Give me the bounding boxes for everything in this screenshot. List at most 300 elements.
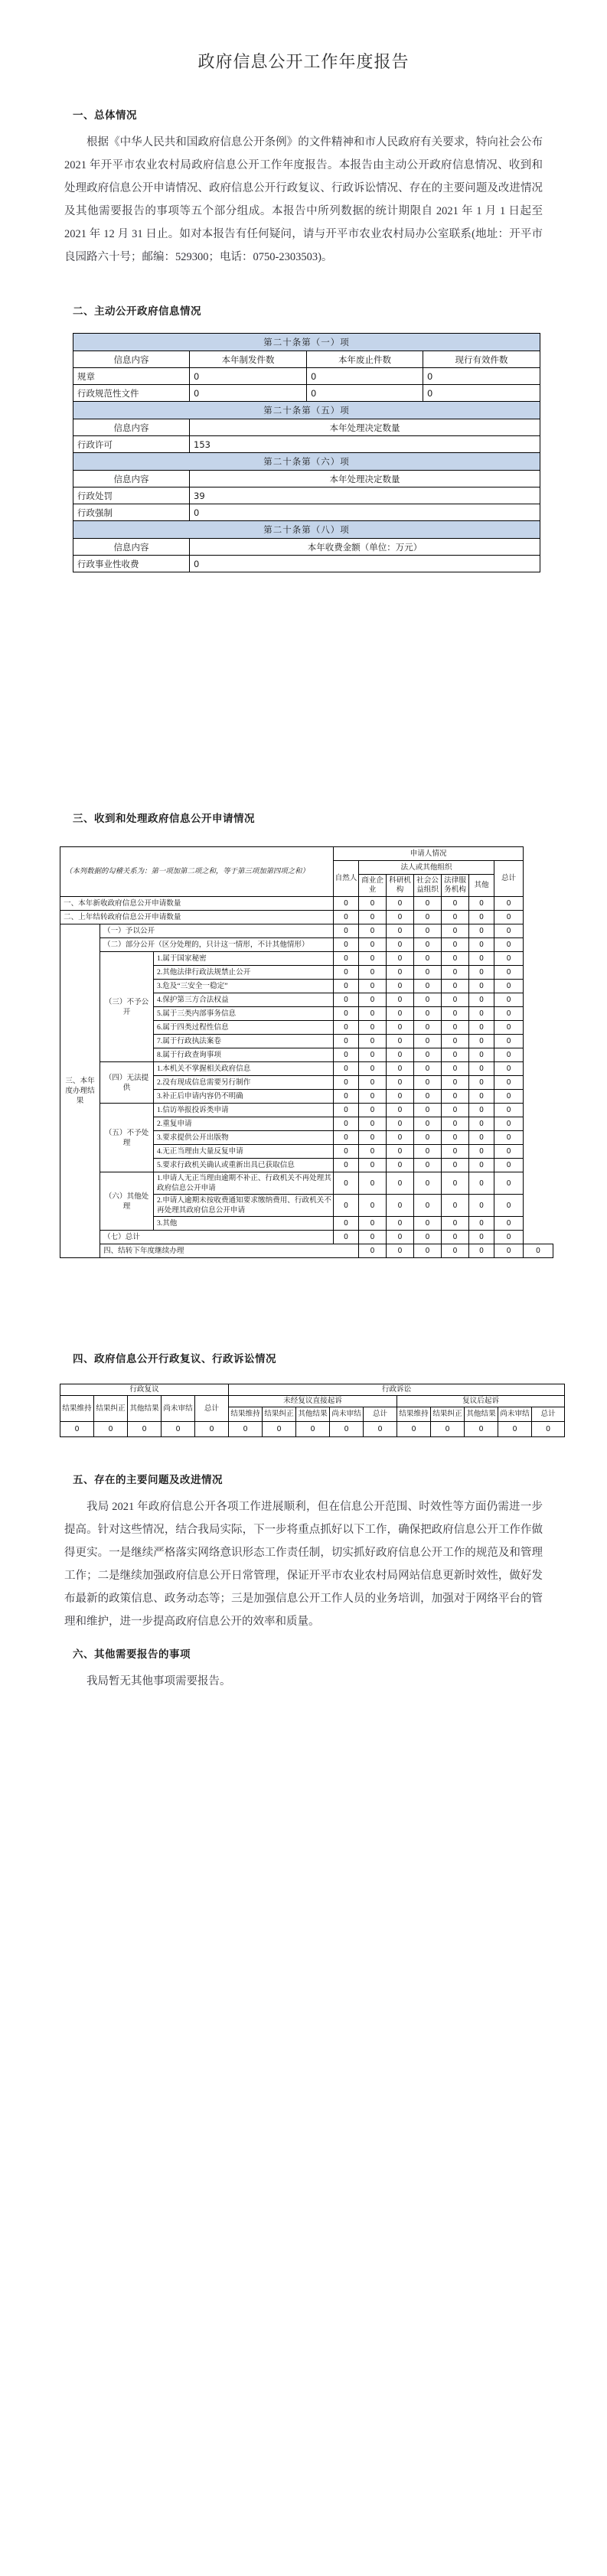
spacer	[0, 1486, 607, 1495]
row-group-unable-provide: （四）无法提供	[100, 1062, 154, 1104]
row-label: 行政强制	[73, 504, 190, 521]
cell-value: 0	[414, 897, 442, 911]
cell-value: 39	[190, 487, 540, 504]
cell-value: 0	[442, 1195, 469, 1217]
row-label: 2.其他法律行政法规禁止公开	[154, 966, 334, 980]
cell-value: 0	[469, 897, 494, 911]
cell-value: 0	[442, 924, 469, 938]
cell-value: 0	[359, 1195, 387, 1217]
cell-value: 0	[532, 1422, 565, 1437]
cell-value: 0	[469, 924, 494, 938]
cell-value: 0	[307, 368, 423, 385]
cell-value: 0	[442, 1145, 469, 1159]
cell-value: 0	[387, 966, 414, 980]
cell-value: 0	[334, 1076, 359, 1090]
cell-value: 0	[60, 1422, 94, 1437]
cell-value: 0	[469, 1035, 494, 1048]
cell-value: 0	[387, 1231, 414, 1244]
spacer	[0, 73, 607, 106]
header-business: 商业企业	[359, 875, 387, 897]
header-total: 总计	[532, 1407, 565, 1422]
table-row	[73, 556, 540, 572]
header-upheld: 结果维持	[60, 1396, 94, 1422]
page-title: 政府信息公开工作年度报告	[197, 52, 410, 71]
table-row	[73, 385, 540, 402]
row-label: 7.属于行政执法案卷	[154, 1035, 334, 1048]
cell-value: 0	[494, 1090, 524, 1104]
spacer	[0, 122, 607, 131]
cell-value: 0	[494, 1195, 524, 1217]
header-other-result: 其他结果	[128, 1396, 162, 1422]
spacer	[0, 1258, 607, 1350]
cell-value: 0	[128, 1422, 162, 1437]
cell-value: 0	[469, 1172, 494, 1195]
cell-value: 0	[334, 1159, 359, 1172]
table-row	[73, 351, 540, 368]
cell-value: 0	[469, 1131, 494, 1145]
cell-value: 0	[442, 1172, 469, 1195]
section-heading-proactive: 二、主动公开政府信息情况	[73, 305, 201, 318]
cell-value: 0	[469, 911, 494, 924]
cell-value: 0	[494, 993, 524, 1007]
review-litigation-table-wrap	[0, 1384, 607, 1437]
header-litigation: 行政诉讼	[229, 1384, 565, 1396]
cell-value: 0	[494, 924, 524, 938]
cell-value: 0	[469, 1007, 494, 1021]
row-label: 4.无正当理由大量反复申请	[154, 1145, 334, 1159]
row-label: 8.属于行政查询事项	[154, 1048, 334, 1062]
col-decisions: 本年处理决定数量	[190, 419, 540, 436]
cell-value: 0	[190, 556, 540, 572]
cell-value: 0	[494, 952, 524, 966]
proactive-disclosure-table	[73, 333, 540, 572]
table-row	[60, 924, 553, 938]
spacer	[0, 1661, 607, 1670]
cell-value: 0	[469, 1062, 494, 1076]
cell-value: 0	[387, 1021, 414, 1035]
cell-value: 0	[494, 980, 524, 993]
cell-value: 0	[387, 1062, 414, 1076]
cell-value: 0	[494, 911, 524, 924]
cell-value: 0	[334, 1117, 359, 1131]
header-upheld: 结果维持	[397, 1407, 431, 1422]
cell-value: 0	[414, 1104, 442, 1117]
cell-value: 0	[414, 1231, 442, 1244]
cell-value: 0	[442, 1217, 469, 1231]
table-row	[73, 402, 540, 419]
cell-value: 0	[469, 1231, 494, 1244]
cell-value: 0	[414, 1076, 442, 1090]
table-row	[60, 1384, 565, 1396]
row-label: 3.要求提供公开出版物	[154, 1131, 334, 1145]
cell-value: 0	[334, 1145, 359, 1159]
cell-value: 0	[387, 1076, 414, 1090]
cell-value: 0	[397, 1422, 431, 1437]
header-upheld: 结果维持	[229, 1407, 263, 1422]
cell-value: 0	[334, 897, 359, 911]
cell-value: 0	[190, 385, 307, 402]
cell-value: 0	[334, 1048, 359, 1062]
spacer	[0, 318, 607, 333]
band-clause-8: 第二十条第（八）项	[73, 521, 540, 539]
cell-value: 0	[190, 504, 540, 521]
cell-value: 0	[359, 1048, 387, 1062]
col-fees: 本年收费金额（单位：万元）	[190, 539, 540, 556]
cell-value: 0	[469, 966, 494, 980]
cell-value: 0	[387, 924, 414, 938]
cell-value: 0	[469, 1076, 494, 1090]
row-label: 5.属于三类内部事务信息	[154, 1007, 334, 1021]
cell-value: 0	[359, 1159, 387, 1172]
cell-value: 0	[387, 1035, 414, 1048]
cell-value: 0	[359, 966, 387, 980]
cell-value: 0	[494, 1217, 524, 1231]
cell-value: 0	[423, 385, 540, 402]
header-natural-person: 自然人	[334, 861, 359, 897]
cell-value: 0	[469, 1104, 494, 1117]
cell-value: 0	[442, 980, 469, 993]
cell-value: 0	[334, 1195, 359, 1217]
review-litigation-table	[60, 1384, 565, 1437]
cell-value: 0	[334, 1131, 359, 1145]
cell-value: 0	[334, 938, 359, 952]
cell-value: 0	[442, 1244, 469, 1258]
header-corrected: 结果纠正	[94, 1396, 128, 1422]
col-effective-count: 现行有效件数	[423, 351, 540, 368]
cell-value: 0	[359, 1062, 387, 1076]
cell-value: 0	[469, 1117, 494, 1131]
spacer	[0, 825, 607, 846]
cell-value: 0	[359, 1244, 387, 1258]
row-label: 3.补正后申请内容仍不明确	[154, 1090, 334, 1104]
cell-value: 0	[442, 1131, 469, 1145]
header-total: 总计	[494, 861, 524, 897]
cell-value: 0	[263, 1422, 296, 1437]
row-label: 行政事业性收费	[73, 556, 190, 572]
table-row	[73, 521, 540, 539]
cell-value: 0	[494, 1117, 524, 1131]
section-heading-overview: 一、总体情况	[73, 109, 137, 122]
table-row	[73, 368, 540, 385]
cell-value: 0	[414, 1007, 442, 1021]
cell-value: 0	[359, 1231, 387, 1244]
cell-value: 0	[387, 1104, 414, 1117]
row-label: 行政规范性文件	[73, 385, 190, 402]
header-pending: 尚未审结	[330, 1407, 364, 1422]
cell-value: 0	[162, 1422, 195, 1437]
spacer	[0, 1633, 607, 1645]
header-admin-review: 行政复议	[60, 1384, 229, 1396]
cell-value: 0	[334, 966, 359, 980]
table-row	[73, 453, 540, 471]
cell-value: 0	[469, 1090, 494, 1104]
header-corrected: 结果纠正	[431, 1407, 465, 1422]
cell-value: 0	[414, 924, 442, 938]
cell-value: 0	[387, 1145, 414, 1159]
cell-value: 0	[414, 1021, 442, 1035]
cell-value: 0	[94, 1422, 128, 1437]
row-label: 四、结转下年度继续办理	[100, 1244, 359, 1258]
other-paragraph: 我局暂无其他事项需要报告。	[86, 1675, 231, 1687]
table-row	[73, 334, 540, 351]
cell-value: 0	[494, 1035, 524, 1048]
col-abolished-count: 本年废止件数	[307, 351, 423, 368]
cell-value: 0	[442, 1231, 469, 1244]
cell-value: 153	[190, 436, 540, 453]
cell-value: 0	[359, 897, 387, 911]
header-total: 总计	[195, 1396, 229, 1422]
section-heading-review: 四、政府信息公开行政复议、行政诉讼情况	[73, 1353, 276, 1365]
applications-table-wrap	[0, 846, 607, 1258]
cell-value: 0	[359, 924, 387, 938]
row-label: 2.申请人逾期未按收费通知要求缴纳费用、行政机关不再处理其政府信息公开申请	[154, 1195, 334, 1217]
problems-paragraph: 我局 2021 年政府信息公开各项工作进展顺利，但在信息公开范围、时效性等方面仍需进一步提高。针对这些情况，结合我局实际，下一步将重点抓好以下工作，确保把政府信息公开工作作做得更实。一是继续严格落实网络意识形态工作责任制，切实抓好政府信息公开工作的规范及和管理工作；二是继续加强政府信息公开日常管理，保证开平市农业农村局网站信息更新时效性，做好发布最新的政策信息、政务动态等；三是加强信息公开工作人员的业务培训，加强对于网络平台的管理和维护，进一步提高政府信息公开的效率和质量。	[64, 1501, 543, 1628]
band-clause-5: 第二十条第（五）项	[73, 402, 540, 419]
cell-value: 0	[334, 1035, 359, 1048]
applications-table	[60, 846, 553, 1258]
cell-value: 0	[442, 1062, 469, 1076]
cell-value: 0	[414, 938, 442, 952]
cell-value: 0	[414, 1195, 442, 1217]
cell-value: 0	[469, 1021, 494, 1035]
header-applicant-situation: 申请人情况	[334, 847, 524, 861]
cell-value: 0	[359, 1076, 387, 1090]
cell-value: 0	[442, 1090, 469, 1104]
cell-value: 0	[359, 980, 387, 993]
cell-value: 0	[442, 993, 469, 1007]
cell-value: 0	[469, 1159, 494, 1172]
cell-value: 0	[442, 1159, 469, 1172]
cell-value: 0	[387, 1007, 414, 1021]
cell-value: 0	[494, 938, 524, 952]
cell-value: 0	[494, 1062, 524, 1076]
cell-value: 0	[469, 1217, 494, 1231]
table-row	[60, 1396, 565, 1407]
section-heading-other: 六、其他需要报告的事项	[73, 1648, 191, 1661]
cell-value: 0	[494, 1131, 524, 1145]
proactive-disclosure-table-wrap	[0, 333, 607, 572]
table-row	[60, 952, 553, 966]
row-label: （七）总计	[100, 1231, 334, 1244]
cell-value: 0	[296, 1422, 330, 1437]
cell-value: 0	[494, 1159, 524, 1172]
cell-value: 0	[423, 368, 540, 385]
cell-value: 0	[442, 1035, 469, 1048]
row-label: 2.重复申请	[154, 1117, 334, 1131]
cell-value: 0	[442, 897, 469, 911]
cell-value: 0	[465, 1422, 498, 1437]
cell-value: 0	[494, 1048, 524, 1062]
cell-value: 0	[494, 1021, 524, 1035]
cell-value: 0	[387, 952, 414, 966]
col-info-content: 信息内容	[73, 471, 190, 487]
cell-value: 0	[494, 1231, 524, 1244]
cell-value: 0	[442, 911, 469, 924]
table-row	[60, 897, 553, 911]
cell-value: 0	[195, 1422, 229, 1437]
spacer	[0, 269, 607, 302]
cell-value: 0	[387, 1217, 414, 1231]
cell-value: 0	[498, 1422, 532, 1437]
table-row	[60, 938, 553, 952]
band-clause-6: 第二十条第（六）项	[73, 453, 540, 471]
cell-value: 0	[442, 1048, 469, 1062]
cell-value: 0	[387, 993, 414, 1007]
cell-value: 0	[359, 1035, 387, 1048]
cell-value: 0	[359, 1117, 387, 1131]
cell-value: 0	[414, 980, 442, 993]
cell-value: 0	[359, 938, 387, 952]
cell-value: 0	[334, 993, 359, 1007]
cell-value: 0	[414, 1035, 442, 1048]
cell-value: 0	[414, 1244, 442, 1258]
table-row	[73, 436, 540, 453]
header-public-welfare: 社会公益组织	[414, 875, 442, 897]
row-label: 行政许可	[73, 436, 190, 453]
cell-value: 0	[442, 938, 469, 952]
cell-value: 0	[359, 1131, 387, 1145]
col-decisions: 本年处理决定数量	[190, 471, 540, 487]
cell-value: 0	[442, 1076, 469, 1090]
row-label: 行政处罚	[73, 487, 190, 504]
cell-value: 0	[469, 1145, 494, 1159]
spacer	[0, 572, 607, 810]
cell-value: 0	[414, 1062, 442, 1076]
cell-value: 0	[334, 952, 359, 966]
section-heading-problems: 五、存在的主要问题及改进情况	[73, 1474, 223, 1486]
cell-value: 0	[469, 938, 494, 952]
cell-value: 0	[414, 1117, 442, 1131]
cell-value: 0	[494, 1244, 524, 1258]
table-row	[60, 1104, 553, 1117]
applications-note: （本列数据的勾稽关系为：第一项加第二项之和，等于第三项加第四项之和）	[60, 847, 334, 897]
table-row	[60, 1062, 553, 1076]
row-label: （二）部分公开（区分处理的，只计这一情形，不计其他情形）	[100, 938, 334, 952]
row-label: 1.申请人无正当理由逾期不补正、行政机关不再处理其政府信息公开申请	[154, 1172, 334, 1195]
header-corrected: 结果纠正	[263, 1407, 296, 1422]
col-info-content: 信息内容	[73, 419, 190, 436]
table-row	[60, 911, 553, 924]
cell-value: 0	[494, 1076, 524, 1090]
cell-value: 0	[414, 1159, 442, 1172]
cell-value: 0	[190, 368, 307, 385]
cell-value: 0	[414, 1090, 442, 1104]
row-label: 3.其他	[154, 1217, 334, 1231]
cell-value: 0	[494, 966, 524, 980]
row-group-not-processed: （五）不予处理	[100, 1104, 154, 1172]
header-legal-service: 法律服务机构	[442, 875, 469, 897]
cell-value: 0	[442, 1104, 469, 1117]
table-row	[73, 471, 540, 487]
cell-value: 0	[414, 1217, 442, 1231]
cell-value: 0	[494, 1145, 524, 1159]
cell-value: 0	[442, 1117, 469, 1131]
cell-value: 0	[414, 1145, 442, 1159]
table-row	[60, 1172, 553, 1195]
cell-value: 0	[494, 1172, 524, 1195]
row-group-not-disclosed: （三）不予公开	[100, 952, 154, 1062]
header-research: 科研机构	[387, 875, 414, 897]
table-row	[60, 847, 553, 861]
header-after-review: 复议后起诉	[397, 1396, 565, 1407]
cell-value: 0	[334, 1104, 359, 1117]
overview-paragraph: 根据《中华人民共和国政府信息公开条例》的文件精神和市人民政府有关要求，特向社会公布 2021 年开平市农业农村局政府信息公开工作年度报告。本报告由主动公开政府信息情况、收到和处理政府信息公开申请情况、政府信息公开行政复议、行政诉讼情况、存在的主要问题及改进情况及其他需要报告的事项等五个部分组成。本报告中所列数据的统计期限自 2021 年 1 月 1 日起至 2021 年 12 月 31 日止。如对本报告有任何疑问，请与开平市农业农村局办公室联系(地址：开平市良园路六十号；邮编：529300；电话：0750-2303503)。	[64, 136, 543, 263]
table-row	[60, 1231, 553, 1244]
table-row	[73, 419, 540, 436]
col-made-count: 本年制发件数	[190, 351, 307, 368]
cell-value: 0	[330, 1422, 364, 1437]
row-label: 1.信访举报投诉类申请	[154, 1104, 334, 1117]
cell-value: 0	[469, 993, 494, 1007]
cell-value: 0	[494, 1104, 524, 1117]
row-group-other-processing: （六）其他处理	[100, 1172, 154, 1231]
cell-value: 0	[431, 1422, 465, 1437]
cell-value: 0	[387, 1048, 414, 1062]
cell-value: 0	[334, 1062, 359, 1076]
row-label: 6.属于四类过程性信息	[154, 1021, 334, 1035]
cell-value: 0	[307, 385, 423, 402]
col-info-content: 信息内容	[73, 539, 190, 556]
header-legal-org: 法人或其他组织	[359, 861, 494, 875]
header-total: 总计	[364, 1407, 397, 1422]
cell-value: 0	[334, 1090, 359, 1104]
cell-value: 0	[387, 1117, 414, 1131]
cell-value: 0	[387, 938, 414, 952]
cell-value: 0	[334, 911, 359, 924]
cell-value: 0	[469, 1048, 494, 1062]
col-info-content: 信息内容	[73, 351, 190, 368]
cell-value: 0	[414, 952, 442, 966]
table-row	[73, 487, 540, 504]
cell-value: 0	[414, 966, 442, 980]
cell-value: 0	[442, 952, 469, 966]
cell-value: 0	[387, 1244, 414, 1258]
header-other: 其他	[469, 875, 494, 897]
cell-value: 0	[414, 1048, 442, 1062]
row-label: 5.要求行政机关确认或重新出具已获取信息	[154, 1159, 334, 1172]
row-label: （一）予以公开	[100, 924, 334, 938]
cell-value: 0	[229, 1422, 263, 1437]
row-group-annual-result: 三、本年度办理结果	[60, 924, 100, 1258]
cell-value: 0	[469, 1244, 494, 1258]
cell-value: 0	[469, 952, 494, 966]
cell-value: 0	[387, 1159, 414, 1172]
header-other-result: 其他结果	[296, 1407, 330, 1422]
cell-value: 0	[524, 1244, 553, 1258]
cell-value: 0	[387, 980, 414, 993]
cell-value: 0	[334, 1172, 359, 1195]
cell-value: 0	[469, 980, 494, 993]
cell-value: 0	[334, 1007, 359, 1021]
cell-value: 0	[387, 1131, 414, 1145]
table-row	[73, 539, 540, 556]
cell-value: 0	[387, 897, 414, 911]
header-pending: 尚未审结	[498, 1407, 532, 1422]
spacer	[0, 1437, 607, 1471]
row-label: 规章	[73, 368, 190, 385]
table-row	[73, 504, 540, 521]
cell-value: 0	[359, 993, 387, 1007]
row-label: 2.没有现成信息需要另行制作	[154, 1076, 334, 1090]
cell-value: 0	[414, 1172, 442, 1195]
cell-value: 0	[334, 980, 359, 993]
cell-value: 0	[414, 911, 442, 924]
cell-value: 0	[359, 1021, 387, 1035]
band-clause-1: 第二十条第（一）项	[73, 334, 540, 351]
spacer	[0, 1365, 607, 1384]
cell-value: 0	[359, 911, 387, 924]
table-row	[60, 1244, 553, 1258]
